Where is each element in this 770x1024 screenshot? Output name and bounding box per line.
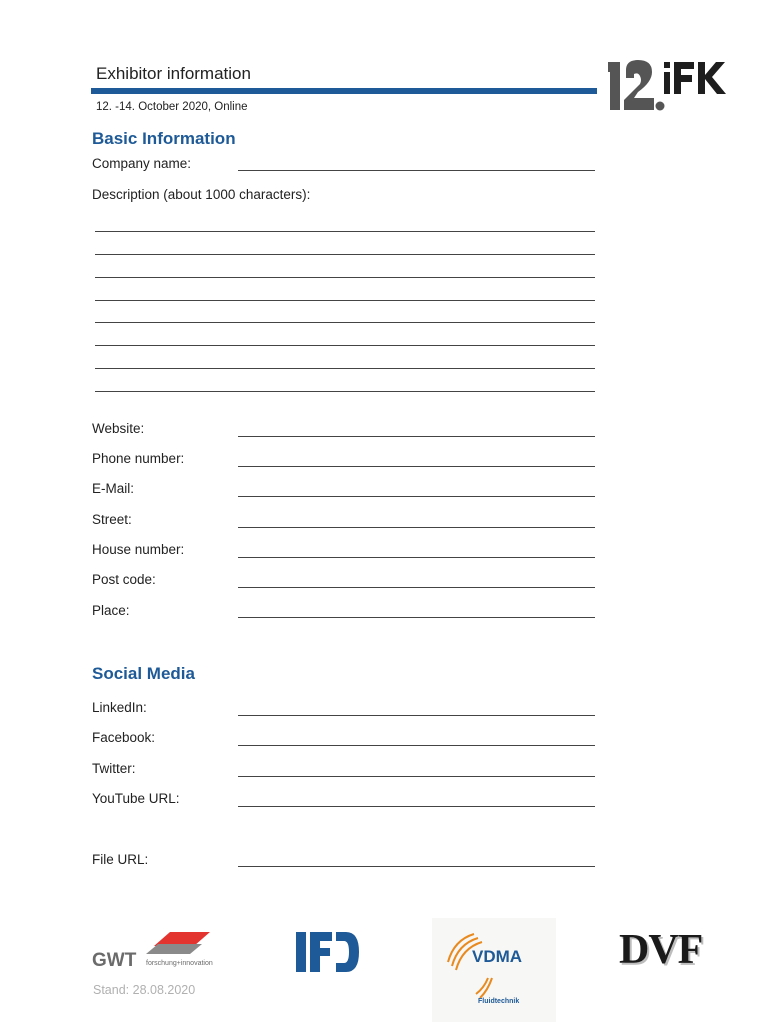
- file-url-label: File URL:: [92, 852, 149, 867]
- facebook-label: Facebook:: [92, 730, 156, 745]
- gwt-text: GWT: [92, 950, 137, 971]
- description-line[interactable]: [95, 391, 595, 392]
- gwt-logo: [92, 928, 217, 972]
- youtube-field[interactable]: [238, 806, 595, 807]
- basic-info-heading: Basic Information: [92, 129, 236, 148]
- company-label: Company name:: [92, 156, 192, 171]
- dvf-logo: DVF: [619, 927, 703, 973]
- social-media-heading: Social Media: [92, 664, 195, 683]
- description-label: Description (about 1000 characters):: [92, 187, 311, 202]
- street-field[interactable]: [238, 527, 595, 528]
- linkedin-label: LinkedIn:: [92, 700, 147, 715]
- header-rule: [91, 88, 597, 94]
- vdma-swirl-icon: [432, 918, 556, 1022]
- description-line[interactable]: [95, 300, 595, 301]
- event-date: 12. -14. October 2020, Online: [96, 101, 248, 113]
- twitter-label: Twitter:: [92, 761, 136, 776]
- place-label: Place:: [92, 603, 130, 618]
- description-line[interactable]: [95, 254, 595, 255]
- house-number-label: House number:: [92, 542, 185, 557]
- twitter-field[interactable]: [238, 776, 595, 777]
- street-label: Street:: [92, 512, 132, 527]
- ifk-logo: [608, 56, 732, 114]
- phone-label: Phone number:: [92, 451, 185, 466]
- vdma-subtext: Fluidtechnik: [478, 998, 520, 1005]
- vdma-text: VDMA: [472, 947, 523, 966]
- facebook-field[interactable]: [238, 745, 595, 746]
- post-code-field[interactable]: [238, 587, 595, 588]
- file-url-field[interactable]: [238, 866, 595, 867]
- place-field[interactable]: [238, 617, 595, 618]
- post-code-label: Post code:: [92, 572, 156, 587]
- description-line[interactable]: [95, 277, 595, 278]
- linkedin-field[interactable]: [238, 715, 595, 716]
- website-field[interactable]: [238, 436, 595, 437]
- description-line[interactable]: [95, 322, 595, 323]
- ifd-logo-icon: [296, 932, 360, 972]
- stand-date: Stand: 28.08.2020: [93, 983, 196, 997]
- vdma-logo: [432, 918, 556, 1022]
- website-label: Website:: [92, 421, 145, 436]
- house-number-field[interactable]: [238, 557, 595, 558]
- email-field[interactable]: [238, 496, 595, 497]
- gwt-subtext: forschung+innovation: [146, 960, 213, 967]
- page-title: Exhibitor information: [96, 64, 251, 83]
- phone-field[interactable]: [238, 466, 595, 467]
- description-line[interactable]: [95, 368, 595, 369]
- email-label: E-Mail:: [92, 481, 135, 496]
- youtube-label: YouTube URL:: [92, 791, 180, 806]
- description-line[interactable]: [95, 231, 595, 232]
- company-field[interactable]: [238, 170, 595, 171]
- description-line[interactable]: [95, 345, 595, 346]
